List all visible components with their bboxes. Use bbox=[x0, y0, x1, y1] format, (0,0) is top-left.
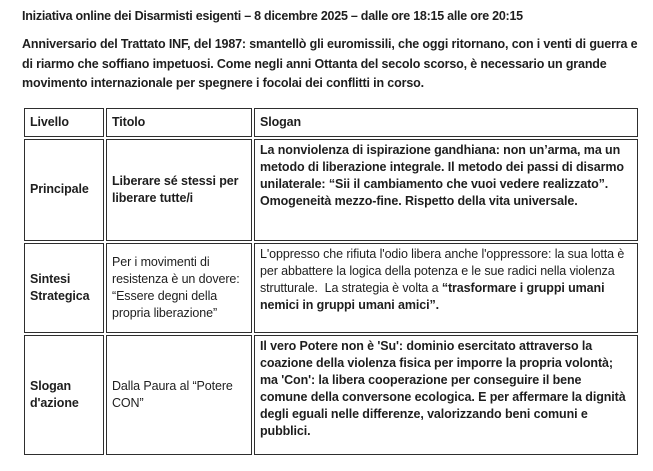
header-slogan: Slogan bbox=[254, 108, 638, 137]
cell-slogan-principale: La nonviolenza di ispirazione gandhiana: non un’arma, ma un metodo di liberazione integrale. Il metodo dei passi di disarmo unilaterale: “Sii il cambiamento che vuoi vedere realizzato”. Omogeneità mezzo-fine. Rispetto della vita universale. bbox=[254, 139, 638, 241]
page-title: Iniziativa online dei Disarmisti esigenti – 8 dicembre 2025 – dalle ore 18:15 alle ore 20:15 bbox=[22, 9, 523, 23]
intro-paragraph: Anniversario del Trattato INF, del 1987: smantellò gli euromissili, che oggi ritornano, con i venti di guerra e di riarmo che soffiano impetuosi. Come negli anni Ottanta del secolo scorso, è necessario un grande movimento internazionale per spegnere i focolai dei conflitti in corso. bbox=[22, 37, 638, 90]
cell-title-slogan-dazione: Dalla Paura al “Potere CON” bbox=[106, 335, 252, 455]
cell-level-sintesi-strategica: Sintesi Strategica bbox=[24, 243, 104, 333]
slogan-bold-quote: “trasformare i gruppi umani nemici in gruppi umani amici”. bbox=[260, 280, 608, 312]
table-row bbox=[24, 243, 638, 333]
header-titolo: Titolo bbox=[106, 108, 252, 137]
slogan-text: L'oppresso che rifiuta l'odio libera anche l'oppressore: la sua lotta è per abbattere la logica della potenza e le sue radici nella violenza strutturale. La strategia è volta a bbox=[260, 246, 628, 295]
table-header-row bbox=[24, 108, 638, 137]
cell-level-principale: Principale bbox=[24, 139, 104, 241]
table-row bbox=[24, 335, 638, 455]
header-livello: Livello bbox=[24, 108, 104, 137]
slogan-table bbox=[22, 106, 640, 457]
cell-title-sintesi-strategica: Per i movimenti di resistenza è un dovere: “Essere degni della propria liberazione” bbox=[106, 243, 252, 333]
table-row bbox=[24, 139, 638, 241]
cell-slogan-sintesi-strategica bbox=[254, 243, 638, 333]
cell-slogan-slogan-dazione: Il vero Potere non è 'Su': dominio esercitato attraverso la coazione della violenza fisica per imporre la propria volontà; ma 'Con': la libera cooperazione per conseguire il bene comune della conversone ecologica. E per affermare la dignità degli eguali nelle differenze, valorizzando beni comuni e pubblici. bbox=[254, 335, 638, 455]
cell-title-principale: Liberare sé stessi per liberare tutte/i bbox=[106, 139, 252, 241]
cell-level-slogan-dazione: Slogan d'azione bbox=[24, 335, 104, 455]
